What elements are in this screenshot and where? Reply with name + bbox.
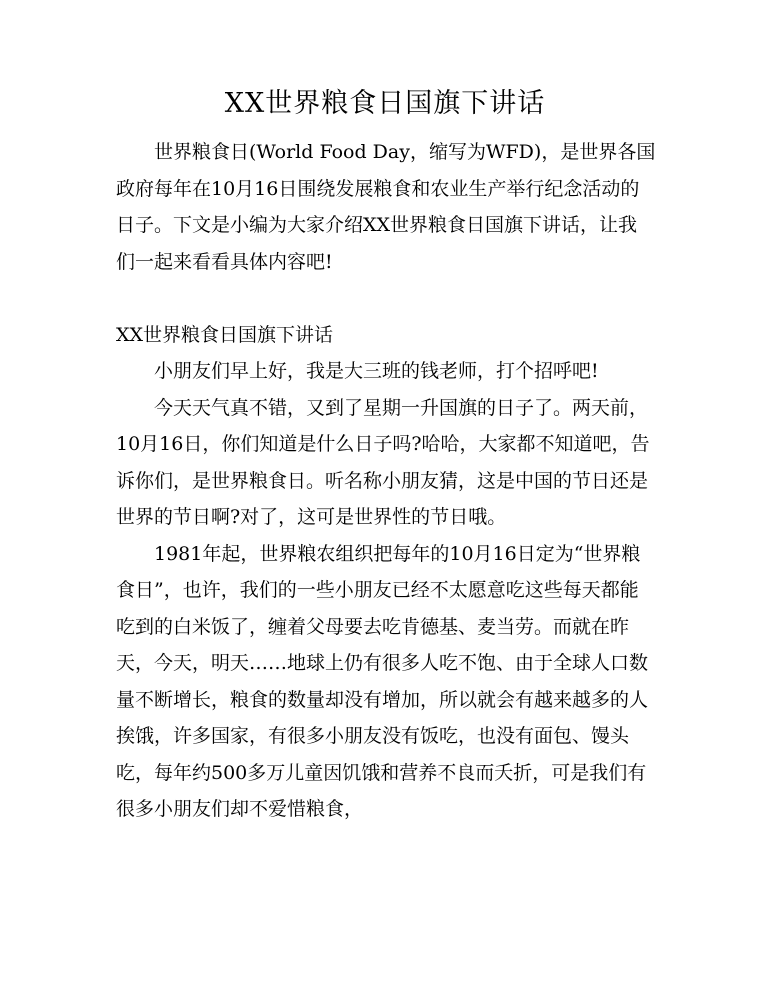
intro-paragraph: 世界粮食日(World Food Day，缩写为WFD)，是世界各国政府每年在10月16日围绕发展粮食和农业生产举行纪念活动的日子。下文是小编为大家介绍XX世界粮食日国旗下讲话，让我们一起来看看具体内容吧! xyxy=(116,141,656,273)
section-heading: XX世界粮食日国旗下讲话 xyxy=(116,323,334,346)
body-paragraph-greeting: 小朋友们早上好，我是大三班的钱老师，打个招呼吧! xyxy=(154,360,599,382)
document-body xyxy=(116,134,656,828)
body-paragraph-history: 1981年起，世界粮农组织把每年的10月16日定为“世界粮食日”，也许，我们的一些小朋友已经不太愿意吃这些每天都能吃到的白米饭了，缠着父母要去吃肯德基、麦当劳。而就在昨天，今天，明天……地球上仍有很多人吃不饱、由于全球人口数量不断增长，粮食的数量却没有增加，所以就会有越来越多的人挨饿，许多国家，有很多小朋友没有饭吃，也没有面包、馒头吃，每年约500多万儿童因饥饿和营养不良而夭折，可是我们有很多小朋友们却不爱惜粮食， xyxy=(116,542,649,820)
document-title: XX世界粮食日国旗下讲话 xyxy=(224,88,546,119)
body-paragraph-food-day: 今天天气真不错，又到了星期一升国旗的日子了。两天前，10月16日，你们知道是什么日子吗?哈哈，大家都不知道吧，告诉你们，是世界粮食日。听名称小朋友猜，这是中国的节日还是世界的节日啊?对了，这可是世界性的节日哦。 xyxy=(116,396,650,528)
paragraph-spacer xyxy=(116,280,656,317)
